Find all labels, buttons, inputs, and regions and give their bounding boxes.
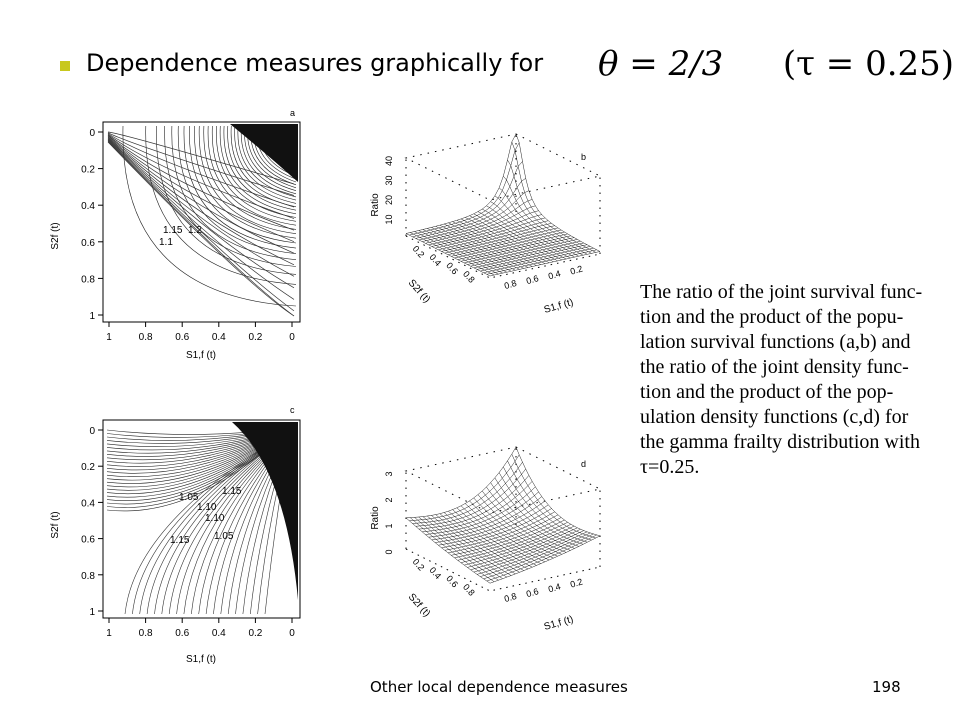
panel-a-contour-label-1: 1.15 — [163, 225, 183, 236]
xtick-label: 0.6 — [175, 628, 190, 639]
mesh-line — [431, 515, 515, 574]
panel-d-zlabel: Ratio — [370, 506, 381, 530]
left-tick-label: 0.2 — [410, 243, 427, 260]
panel-b-zlabel: Ratio — [370, 193, 381, 217]
formula-tau: (τ = 0.25) — [782, 44, 955, 84]
left-tick-label: 0.6 — [444, 260, 461, 277]
ytick-label: 0.8 — [81, 570, 95, 582]
caption-line: lation survival functions (a,b) and — [640, 331, 911, 353]
right-tick-label: 0.6 — [524, 273, 540, 287]
caption-line: the gamma frailty distribution with — [640, 431, 920, 453]
xtick-label: 0.4 — [211, 628, 226, 639]
xtick-label: 0.8 — [138, 628, 153, 639]
caption-line: tion and the product of the pop- — [640, 381, 894, 403]
panel-d-right-label: S1,f (t) — [542, 614, 575, 633]
right-tick-label: 0.4 — [546, 581, 562, 595]
dense-contour-region — [230, 124, 298, 182]
ytick-label: 0.4 — [81, 498, 95, 510]
xtick-label: 0.4 — [211, 332, 226, 343]
panel-c-xlabel: S1,f (t) — [185, 654, 217, 665]
box-top-edge — [406, 134, 600, 200]
panel-a — [50, 108, 300, 361]
left-tick-label: 0.4 — [427, 252, 444, 269]
caption-line: ulation density functions (c,d) for — [640, 406, 909, 428]
ytick-label: 0.6 — [81, 237, 95, 249]
panel-b-left-label: S2f (t) — [405, 277, 433, 306]
slide-heading: Dependence measures graphically for — [86, 49, 544, 77]
xtick-label: 1 — [106, 628, 112, 639]
left-tick-label: 0.6 — [444, 573, 461, 590]
right-tick-label: 0.2 — [568, 263, 584, 277]
panel-a-contours — [108, 124, 298, 316]
xtick-label: 0 — [289, 628, 295, 639]
panel-d-left-label: S2f (t) — [405, 591, 433, 620]
mesh-line — [427, 516, 511, 576]
ztick-label: 10 — [384, 214, 394, 225]
formula-theta: θ = 2/3 — [598, 44, 724, 84]
panel-c-ylabel: S2f (t) — [50, 511, 61, 539]
panel-c-contour-label-4: 1.10 — [205, 513, 225, 524]
panel-c-yticks — [81, 426, 103, 618]
mesh-line — [499, 473, 583, 545]
right-tick-label: 0.6 — [524, 586, 540, 600]
panel-a-ylabel: S2f (t) — [50, 222, 61, 250]
mesh-line — [465, 504, 549, 561]
ytick-label: 1 — [89, 311, 95, 322]
ztick-label: 30 — [384, 175, 394, 186]
mesh-line — [406, 447, 516, 518]
caption-line: the ratio of the joint density func- — [640, 356, 909, 378]
ztick-label: 40 — [384, 155, 394, 167]
panel-c-contour-label-2: 1.05 — [179, 492, 199, 503]
panel-c — [50, 405, 300, 665]
mesh-line — [413, 462, 523, 523]
right-tick-label: 0.8 — [502, 277, 518, 292]
ytick-label: 0.8 — [81, 274, 95, 286]
xtick-label: 0 — [289, 332, 295, 343]
ztick-label: 20 — [384, 194, 394, 206]
panel-d-surface — [406, 447, 600, 583]
panel-b — [370, 134, 600, 316]
panel-a-contour-label-3: 1.1 — [159, 237, 173, 248]
panel-a-xticks — [106, 322, 295, 343]
xtick-label: 1 — [106, 332, 112, 343]
xtick-label: 0.8 — [138, 332, 153, 343]
box-top-edge — [406, 447, 600, 513]
ytick-label: 0.6 — [81, 534, 95, 546]
panel-c-xticks — [106, 618, 295, 639]
footer-title: Other local dependence measures — [370, 678, 628, 696]
panel-b-zticks — [384, 156, 394, 225]
mesh-line — [516, 134, 600, 252]
ytick-label: 0 — [89, 426, 95, 437]
panel-c-contour-label-1: 1.15 — [222, 486, 242, 497]
panel-c-contour-label-6: 1.15 — [170, 535, 190, 546]
right-tick-label: 0.2 — [568, 576, 584, 590]
panel-c-contours — [107, 422, 298, 614]
panel-c-contour-label-5: 1.05 — [214, 531, 234, 542]
left-tick-label: 0.8 — [461, 581, 477, 598]
left-tick-label: 0.2 — [410, 556, 427, 573]
panel-a-yticks — [81, 128, 103, 322]
panel-c-contour-label-3: 1.10 — [197, 502, 217, 513]
ytick-label: 0.2 — [81, 164, 95, 176]
panel-b-right-ticks — [503, 264, 584, 291]
mesh-line — [491, 202, 575, 258]
ytick-label: 0.2 — [81, 462, 95, 474]
ztick-label: 0 — [384, 549, 394, 555]
mesh-line — [406, 518, 490, 583]
panel-d-letter: d — [581, 459, 587, 469]
ytick-label: 1 — [89, 607, 95, 618]
mesh-line — [409, 455, 519, 521]
panel-b-right-label: S1,f (t) — [542, 297, 575, 316]
panel-d-right-ticks — [503, 577, 584, 604]
caption-line: τ=0.25. — [640, 456, 700, 478]
panel-d — [370, 447, 600, 633]
mesh-line — [435, 218, 545, 248]
panel-b-letter: b — [581, 152, 587, 162]
caption-line: tion and the product of the popu- — [640, 306, 904, 328]
ztick-label: 1 — [384, 523, 394, 529]
panel-d-zticks — [384, 471, 394, 554]
left-tick-label: 0.4 — [427, 565, 444, 582]
figure-caption — [640, 280, 940, 480]
xtick-label: 0.6 — [175, 332, 190, 343]
page-number: 198 — [872, 678, 901, 696]
mesh-line — [516, 447, 600, 536]
caption-line: The ratio of the joint survival func- — [640, 281, 923, 303]
panel-a-xlabel: S1,f (t) — [185, 350, 217, 361]
panel-a-contour-label-2: 1.2 — [188, 225, 202, 236]
ztick-label: 3 — [384, 471, 394, 477]
ytick-label: 0 — [89, 128, 95, 139]
right-tick-label: 0.8 — [502, 590, 518, 605]
right-tick-label: 0.4 — [546, 268, 562, 282]
mesh-line — [477, 532, 587, 575]
panel-a-letter: a — [290, 108, 296, 118]
xtick-label: 0.2 — [248, 332, 263, 343]
panel-c-letter: c — [290, 405, 295, 415]
ytick-label: 0.4 — [81, 201, 95, 213]
xtick-label: 0.2 — [248, 628, 263, 639]
ztick-label: 2 — [384, 497, 394, 503]
left-tick-label: 0.8 — [461, 268, 477, 285]
